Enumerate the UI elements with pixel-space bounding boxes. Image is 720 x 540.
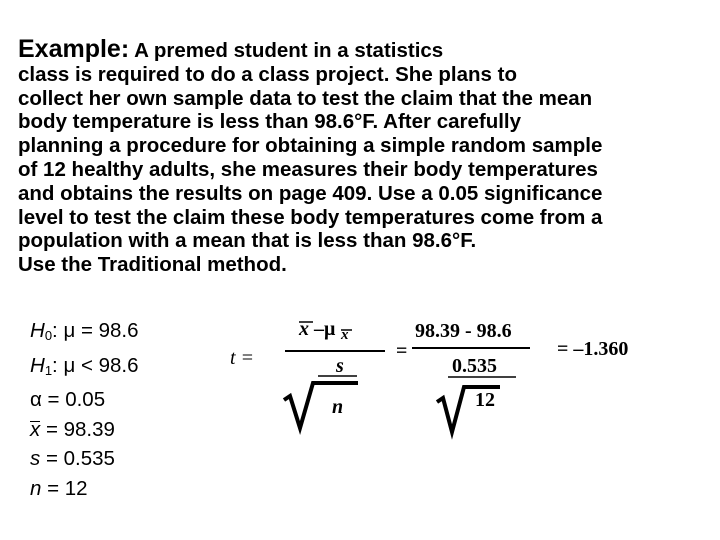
alternative-hypothesis: $H_1$: μ < 98.6	[30, 353, 139, 378]
numerator-xbar: x	[299, 318, 309, 340]
problem-line: Use the Traditional method.	[18, 253, 287, 277]
problem-line: body temperature is less than 98.6°F. After carefully	[18, 110, 522, 134]
problem-line: class is required to do a class project. She plans to	[18, 62, 517, 86]
sample-mean: x = 98.39	[30, 417, 115, 441]
denominator-n: n	[332, 396, 344, 418]
problem-line: planning a procedure for obtaining a simple random sample	[18, 134, 603, 158]
null-hypothesis: $H_0$: μ = 98.6	[30, 319, 139, 343]
example-label: Example:	[18, 35, 130, 63]
denominator-value: 0.535	[452, 355, 497, 377]
t-label: t =	[230, 347, 255, 369]
problem-heading-text: A premed student in a statistics	[134, 39, 444, 62]
denominator-s: s	[336, 355, 344, 377]
problem-line: level to test the claim these body temperatures come from a	[18, 205, 603, 229]
sqrt-12-value: 12	[475, 389, 495, 411]
result-value: = –1.360	[557, 338, 629, 360]
numerator-minus-mu: –μ	[314, 318, 336, 340]
equals-sign: =	[396, 340, 408, 362]
significance-level: α = 0.05	[30, 388, 106, 411]
numerator-mu-subscript: x	[341, 327, 349, 343]
problem-line: and obtains the results on page 409. Use a 0.05 significance	[18, 181, 603, 205]
problem-line: of 12 healthy adults, she measures their body temperatures	[18, 157, 598, 181]
sqrt-n-radical	[284, 383, 358, 428]
sqrt-12-radical	[437, 387, 500, 432]
problem-line: collect her own sample data to test the claim that the mean	[18, 86, 593, 110]
sample-size: n = 12	[30, 476, 88, 500]
numerator-values: 98.39 - 98.6	[415, 320, 512, 342]
problem-line: population with a mean that is less than 98.6°F.	[18, 229, 477, 253]
sample-std-dev: s = 0.535	[30, 447, 115, 470]
